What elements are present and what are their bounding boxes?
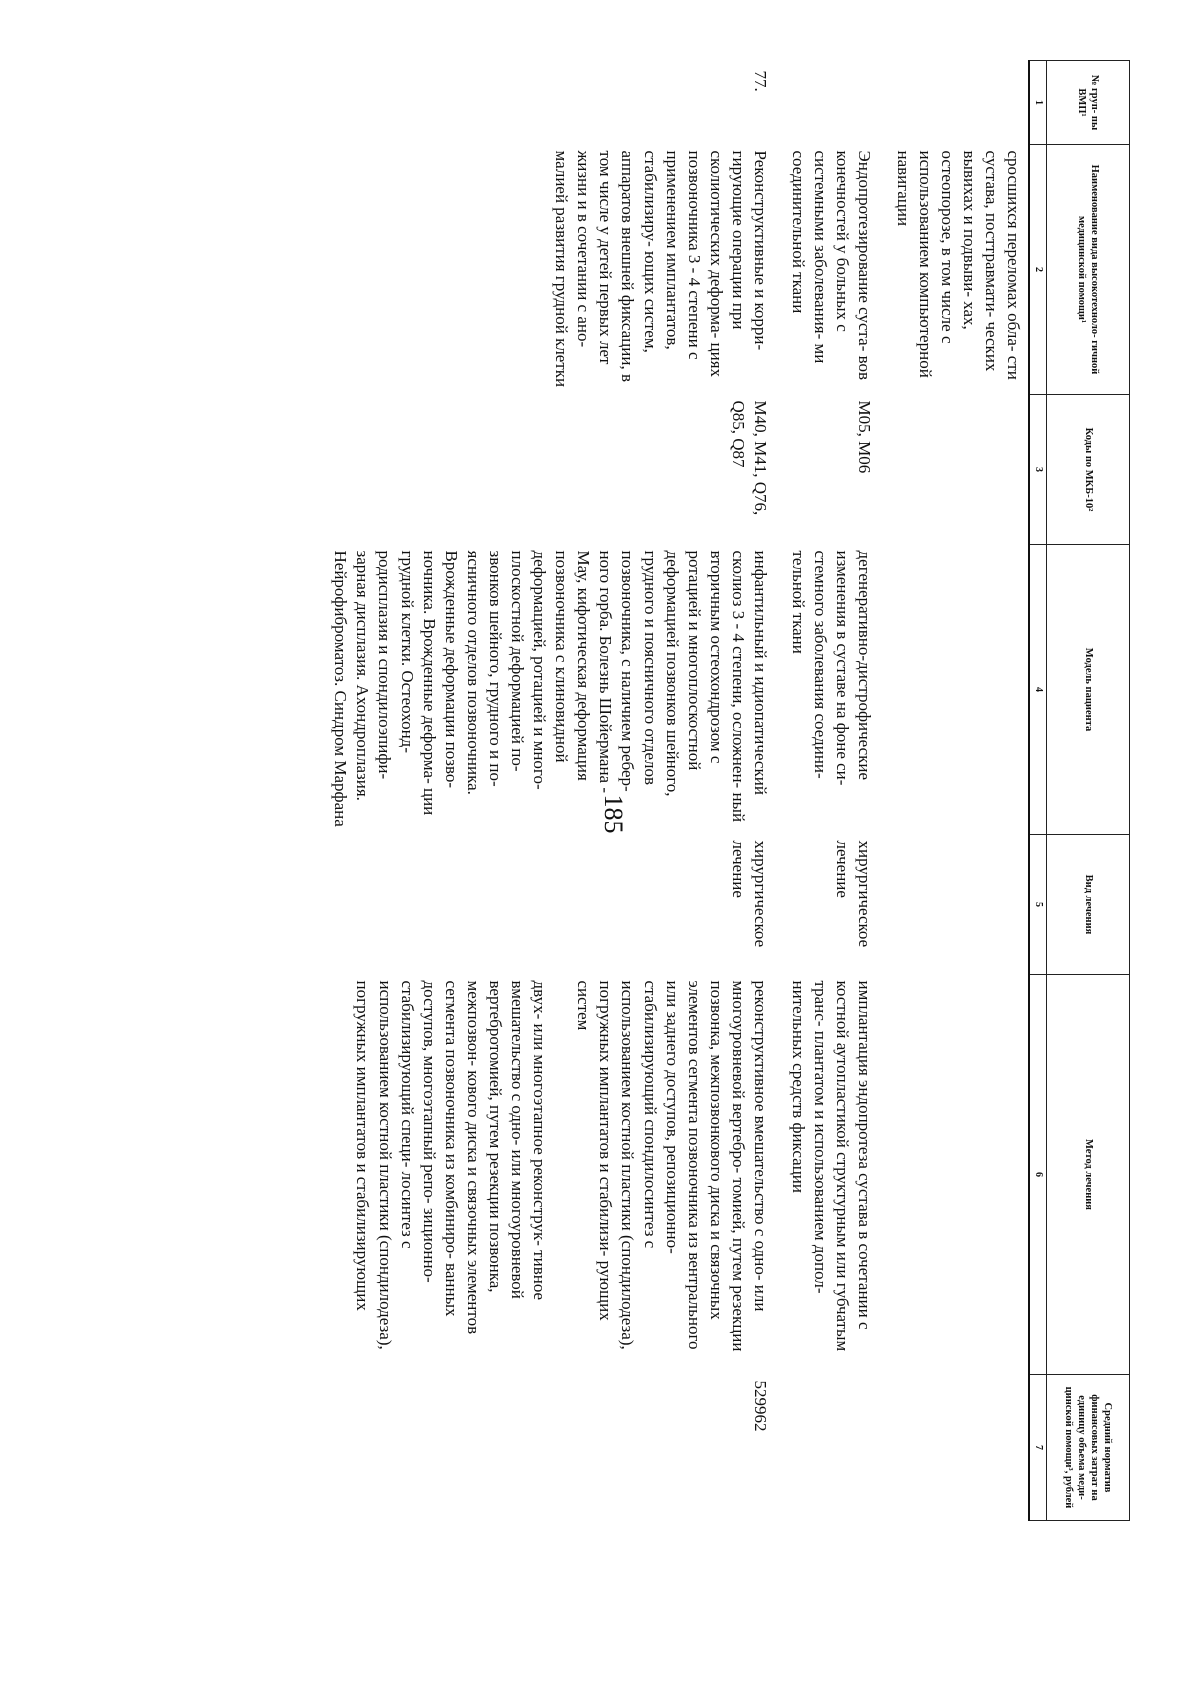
cell-name: сросшихся переломах обла- сти сустава, посттравмати- ческих вывихах и подвыви- хах, остеопорозе, в том числе с использованием компьютерной навигации [893,150,1023,380]
cell-type: хирургическое лечение [728,840,771,948]
cell-cost [879,1375,1029,1521]
cell-method [879,975,1029,1375]
cell-cost [775,1375,879,1521]
page-number: 185 [599,794,628,834]
header-patient-model: Модель пациента [1047,545,1130,835]
header-treatment-method: Метод лечения [1047,975,1130,1375]
cell-codes: M40, M41, Q76, Q85, Q87 [728,400,771,516]
col-number-3: 3 [1029,395,1047,545]
cell-name: Реконструктивные и корри- гирующие операции при сколиотических деформа- циях позвоночника 3 - 4 степени с применением имплантатов, стабилизиру- ющих систем, аппаратов внешней фиксации, в том числе у детей первых лет жизни и в сочетании с ано- малией развития грудной клетки [552,150,771,388]
vmp-table [289,60,1130,1521]
cell-type: хирургическое лечение [833,840,875,948]
cell-model: инфантильный и идиопатический сколиоз 3 - 4 степени, осложнен- ный вторичным остеохондрозом с ротацией и многоплоскостной деформацией позвонков шейного, грудного и поясничного отделов позвоночника, с наличием ребер- ного горба. Болезнь Шойермана - Мау, кифотическая деформация позвоночника с клиновидной деформацией, ротацией и много- плоскостной деформацией по- звонков шейного, грудного и по- ясничного отделов позвоночника. Врожденные деформации позво- ночника. Врожденные деформа- ции грудной клетки. Остеохонд- родисплазия и спондилоэпифи- зарная дисплазия. Ахондроплазия. Нейрофиброматоз. Синдром Марфана [331,550,771,827]
cell-codes: M05, M06 [855,400,875,474]
header-cost-norm: Средний норматив финансовых затрат на единицу объема меди- цинской помощи³, рублей [1047,1375,1130,1521]
rotated-table-frame [130,60,1130,1520]
cell-method-alt: двух- или многоэтапное реконструк- тивное вмешательство с одно- или многоуровневой вертебротомией, путем резекции позвонка, межпозвон- кового диска и связочных элементов сегмента позвоночника из комбиниро- ванных доступов, многоэтапный репо- зиционно-стабилизирующий специ- лосинтез с использованием костной пластики (спондилодеза), погружных имплантатов и стабилизирующих [353,980,550,1350]
cell-method: имплантация эндопротеза сустава в сочетании с костной аутопластикой структурным или губчатым транс- плантатом и использованием допол- нительных средств фиксации [789,980,875,1352]
col-number-7: 7 [1029,1375,1047,1521]
header-icd-codes: Коды по МКБ-10² [1047,395,1130,545]
header-vmp-name: Наименование вида высокотехноло- гичной медицинской помощи¹ [1047,145,1130,395]
cell-model [879,545,1029,835]
col-number-5: 5 [1029,835,1047,975]
method-spacer [550,981,572,1369]
table-row [775,61,879,1521]
col-number-2: 2 [1029,145,1047,395]
header-treatment-type: Вид лечения [1047,835,1130,975]
col-number-6: 6 [1029,975,1047,1375]
table-row [289,61,775,1521]
header-group-number: № груп- пы ВМП¹ [1047,61,1130,145]
cell-method-group [289,975,775,1375]
cell-model: дегенеративно-дистрофические изменения в суставе на фоне си- стемного заболевания соедини- тельной ткани [789,550,875,786]
table-header [1029,61,1130,1521]
col-number-4: 4 [1029,545,1047,835]
cell-type [879,835,1029,975]
cell-group [879,61,1029,145]
cell-cost: 529962 [751,1380,771,1432]
cell-name: Эндопротезирование суста- вов конечностей у больных с системными заболевания- ми соединительной ткани [789,150,875,381]
cell-group [775,61,879,145]
cell-method: реконструктивное вмешательство с одно- или многоуровневой вертебро- томией, путем резекции позвонка, межпозвонкового диска и связочных элементов сегмента позвоночника из вентрального или заднего доступов, репозиционно-стабилизирующий спондилосинтез с использованием костной пластики (спондилодеза), погружных имплантатов и стабилизи- рующих систем [574,980,771,1352]
table-wrapper [130,60,1130,1520]
cell-group: 77. [751,70,771,92]
table-row [879,61,1029,1521]
cell-codes [879,395,1029,545]
col-number-1: 1 [1029,61,1047,145]
